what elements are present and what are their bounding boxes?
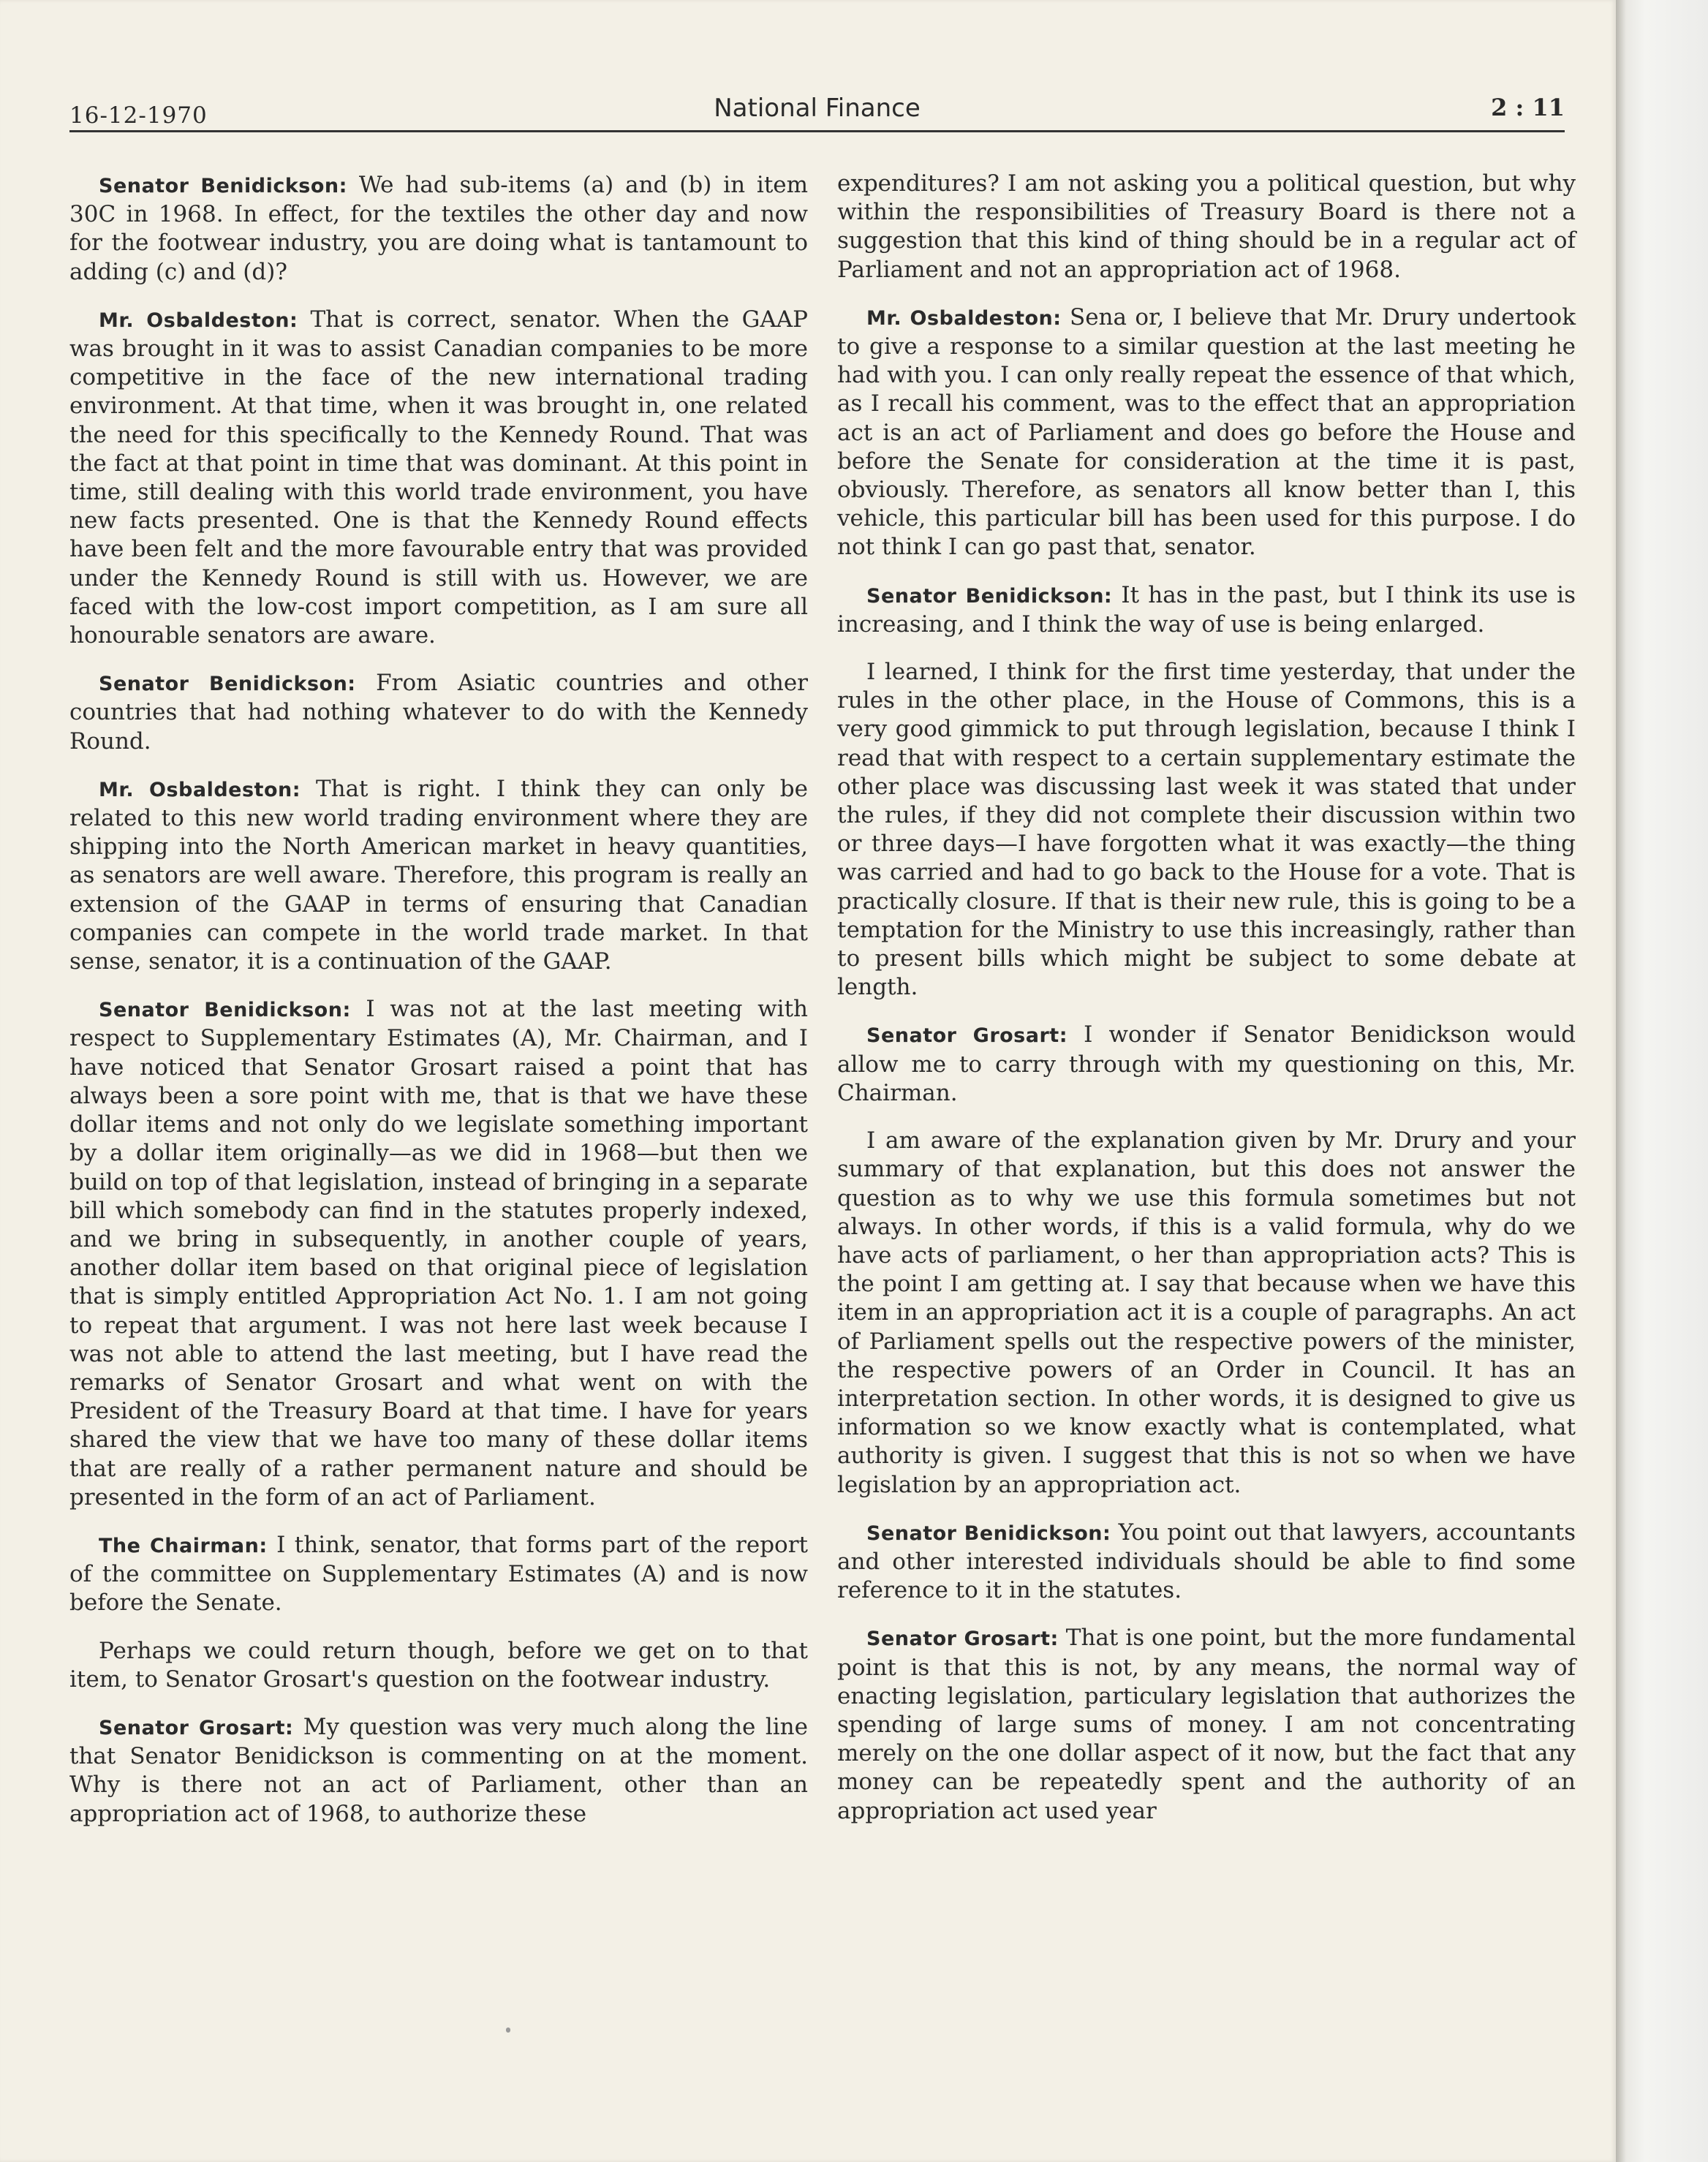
transcript-paragraph xyxy=(837,303,1576,562)
transcript-paragraph xyxy=(69,995,808,1512)
transcript-paragraph xyxy=(837,1127,1576,1500)
header-title: National Finance xyxy=(714,94,921,123)
speech-text: expenditures? I am not asking you a political question, but why within the responsibilities of Treasury Board is there not a suggestion that this kind of thing should be in a regular act of Parliament and not an appropriation act of 1968. xyxy=(837,170,1576,283)
speech-text: That is one point, but the more fundamental point is that this is not, by any means, the normal way of enacting legislation, particulary legislation that authorizes the spending of large sums of money. I am not concentrating merely on the one dollar aspect of it now, but the fact that any money can be repeatedly spent and the authority of an appropriation act used year xyxy=(837,1625,1576,1824)
transcript-paragraph xyxy=(837,658,1576,1002)
speaker-name: Senator Benidickson: xyxy=(866,1522,1111,1545)
speaker-name: Senator Benidickson: xyxy=(99,175,347,197)
transcript-paragraph xyxy=(69,171,808,287)
speaker-name: Senator Benidickson: xyxy=(866,584,1113,608)
speech-text: I learned, I think for the first time yesterday, that under the rules in the other place, in the House of Commons, this is a very good gimmick to put through legislation, because I think I read that with respect to a certain supplementary estimate the other place was discussing last week it was stated that under the rules, if they did not complete their discussion within two or three days—I have forgotten what it was exactly—the thing was carried and had to go back to the House for a vote. That is practically closure. If that is their new rule, this is going to be a temptation for the Ministry to use this increasingly, rather than to present bills which might be subject to some debate at length. xyxy=(837,659,1576,1001)
transcript-paragraph xyxy=(837,1519,1576,1606)
speech-text: I was not at the last meeting with respect to Supplementary Estimates (A), Mr. Chairman, and I have noticed that Senator Grosart raised a point that has always been a sore point with me, that is that we have these dollar items and not only do we legislate something important by a dollar item originally—as we did in 1968—but then we build on top of that legislation, instead of bringing in a separate bill which somebody can find in the statutes properly indexed, and we bring in subsequently, in another couple of years, another dollar item based on that original piece of legislation that is simply entitled Appropriation Act No. 1. I am not going to repeat that argument. I was not here last week because I was not able to attend the last meeting, but I have read the remarks of Senator Grosart and what went on with the President of the Treasury Board at that time. I have for years shared the view that we have too many of these dollar items that are really of a rather permanent nature and should be presented in the form of an act of Parliament. xyxy=(69,996,808,1511)
transcript-paragraph xyxy=(69,1531,808,1618)
speech-text: It has in the past, but I think its use is increasing, and I think the way of use is being enlarged. xyxy=(837,581,1576,638)
transcript-paragraph xyxy=(69,1713,808,1829)
speaker-name: Senator Grosart: xyxy=(866,1628,1059,1651)
transcript-paragraph xyxy=(69,1637,808,1694)
speech-text: Sena or, I believe that Mr. Drury undertook to give a response to a similar question at the last meeting he had with you. I can only really repeat the essence of that which, as I recall his comment, was to the effect that an appropriation act is an act of Parliament and does go before the House and before the Senate for consideration at the time it is past, obviously. Therefore, as senators all know better than I, this vehicle, this particular bill has been used for this purpose. I do not think I can go past that, senator. xyxy=(837,303,1576,561)
speaker-name: Senator Grosart: xyxy=(99,1716,294,1739)
speech-text: You point out that lawyers, accountants and other interested individuals should be able to find some reference to it in the statutes. xyxy=(837,1519,1576,1604)
speaker-name: Mr. Osbaldeston: xyxy=(99,778,301,801)
header-rule xyxy=(69,130,1565,132)
speech-text: I am aware of the explanation given by Mr. Drury and your summary of that explanation, but this does not answer the question as to why we use this formula sometimes but not always. In other words, if this is a valid formula, why do we have acts of parliament, o her than appropriation acts? This is the point I am getting at. I say that because when we have this item in an appropriation act it is a couple of paragraphs. An act of Parliament spells out the respective powers of the minister, the respective powers of an Order in Council. It has an interpretation section. In other words, it is designed to give us information so we know exactly what is contemplated, what authority is given. I suggest that this is not so when we have legislation by an appropriation act. xyxy=(837,1127,1576,1498)
transcript-paragraph xyxy=(837,1624,1576,1825)
speech-text: That is correct, senator. When the GAAP was brought in it was to assist Canadian companies to be more competitive in the face of the new international trading environment. At that time, when it was brought in, one related the need for this specifically to the Kennedy Round. That was the fact at that point in time that was dominant. At this point in time, still dealing with this world trade environment, you have new facts presented. One is that the Kennedy Round effects have been felt and the more favourable entry that was provided under the Kennedy Round is still with us. However, we are faced with the low-cost import competition, as I am sure all honourable senators are aware. xyxy=(69,306,808,649)
page-speck xyxy=(506,2027,510,2033)
speech-text: Perhaps we could return though, before we get on to that item, to Senator Grosart's question on the footwear industry. xyxy=(69,1637,808,1693)
speaker-name: The Chairman: xyxy=(99,1534,268,1557)
speaker-name: Senator Benidickson: xyxy=(99,999,351,1022)
transcript-paragraph xyxy=(837,581,1576,639)
running-header xyxy=(69,86,1565,130)
transcript-paragraph xyxy=(69,669,808,756)
transcript-paragraph xyxy=(837,1021,1576,1108)
transcript-paragraph xyxy=(69,306,808,650)
speech-text: From Asiatic countries and other countries that had nothing whatever to do with the Kennedy Round. xyxy=(69,670,808,755)
left-column xyxy=(69,171,808,1848)
speaker-name: Senator Grosart: xyxy=(866,1024,1068,1048)
speech-text: My question was very much along the line that Senator Benidickson is commenting on at the moment. Why is there not an act of Parliament, other than an appropriation act of 1968, to authorize these xyxy=(69,1713,808,1827)
speaker-name: Mr. Osbaldeston: xyxy=(99,309,298,332)
speech-text: I think, senator, that forms part of the report of the committee on Supplementary Estimates (A) and is now before the Senate. xyxy=(69,1531,808,1617)
speech-text: That is right. I think they can only be related to this new world trading environment where they are shipping into the North American market in heavy quantities, as senators are well aware. Therefore, this program is really an extension of the GAAP in terms of ensuring that Canadian companies can compete in the world trade market. In that sense, senator, it is a continuation of the GAAP. xyxy=(69,775,808,975)
speech-text: I wonder if Senator Benidickson would allow me to carry through with my questioning on this, Mr. Chairman. xyxy=(837,1021,1576,1106)
speaker-name: Senator Benidickson: xyxy=(99,673,356,696)
transcript-paragraph xyxy=(69,775,808,976)
page-number: 2 : 11 xyxy=(1491,94,1565,121)
right-column xyxy=(837,170,1576,1845)
page-edge xyxy=(1616,0,1708,2162)
transcript-paragraph xyxy=(837,170,1576,284)
speech-text: We had sub-items (a) and (b) in item 30C in 1968. In effect, for the textiles the other day and now for the footwear industry, you are doing what is tantamount to adding (c) and (d)? xyxy=(69,172,809,285)
header-date: 16-12-1970 xyxy=(69,102,208,129)
speaker-name: Mr. Osbaldeston: xyxy=(866,306,1062,330)
